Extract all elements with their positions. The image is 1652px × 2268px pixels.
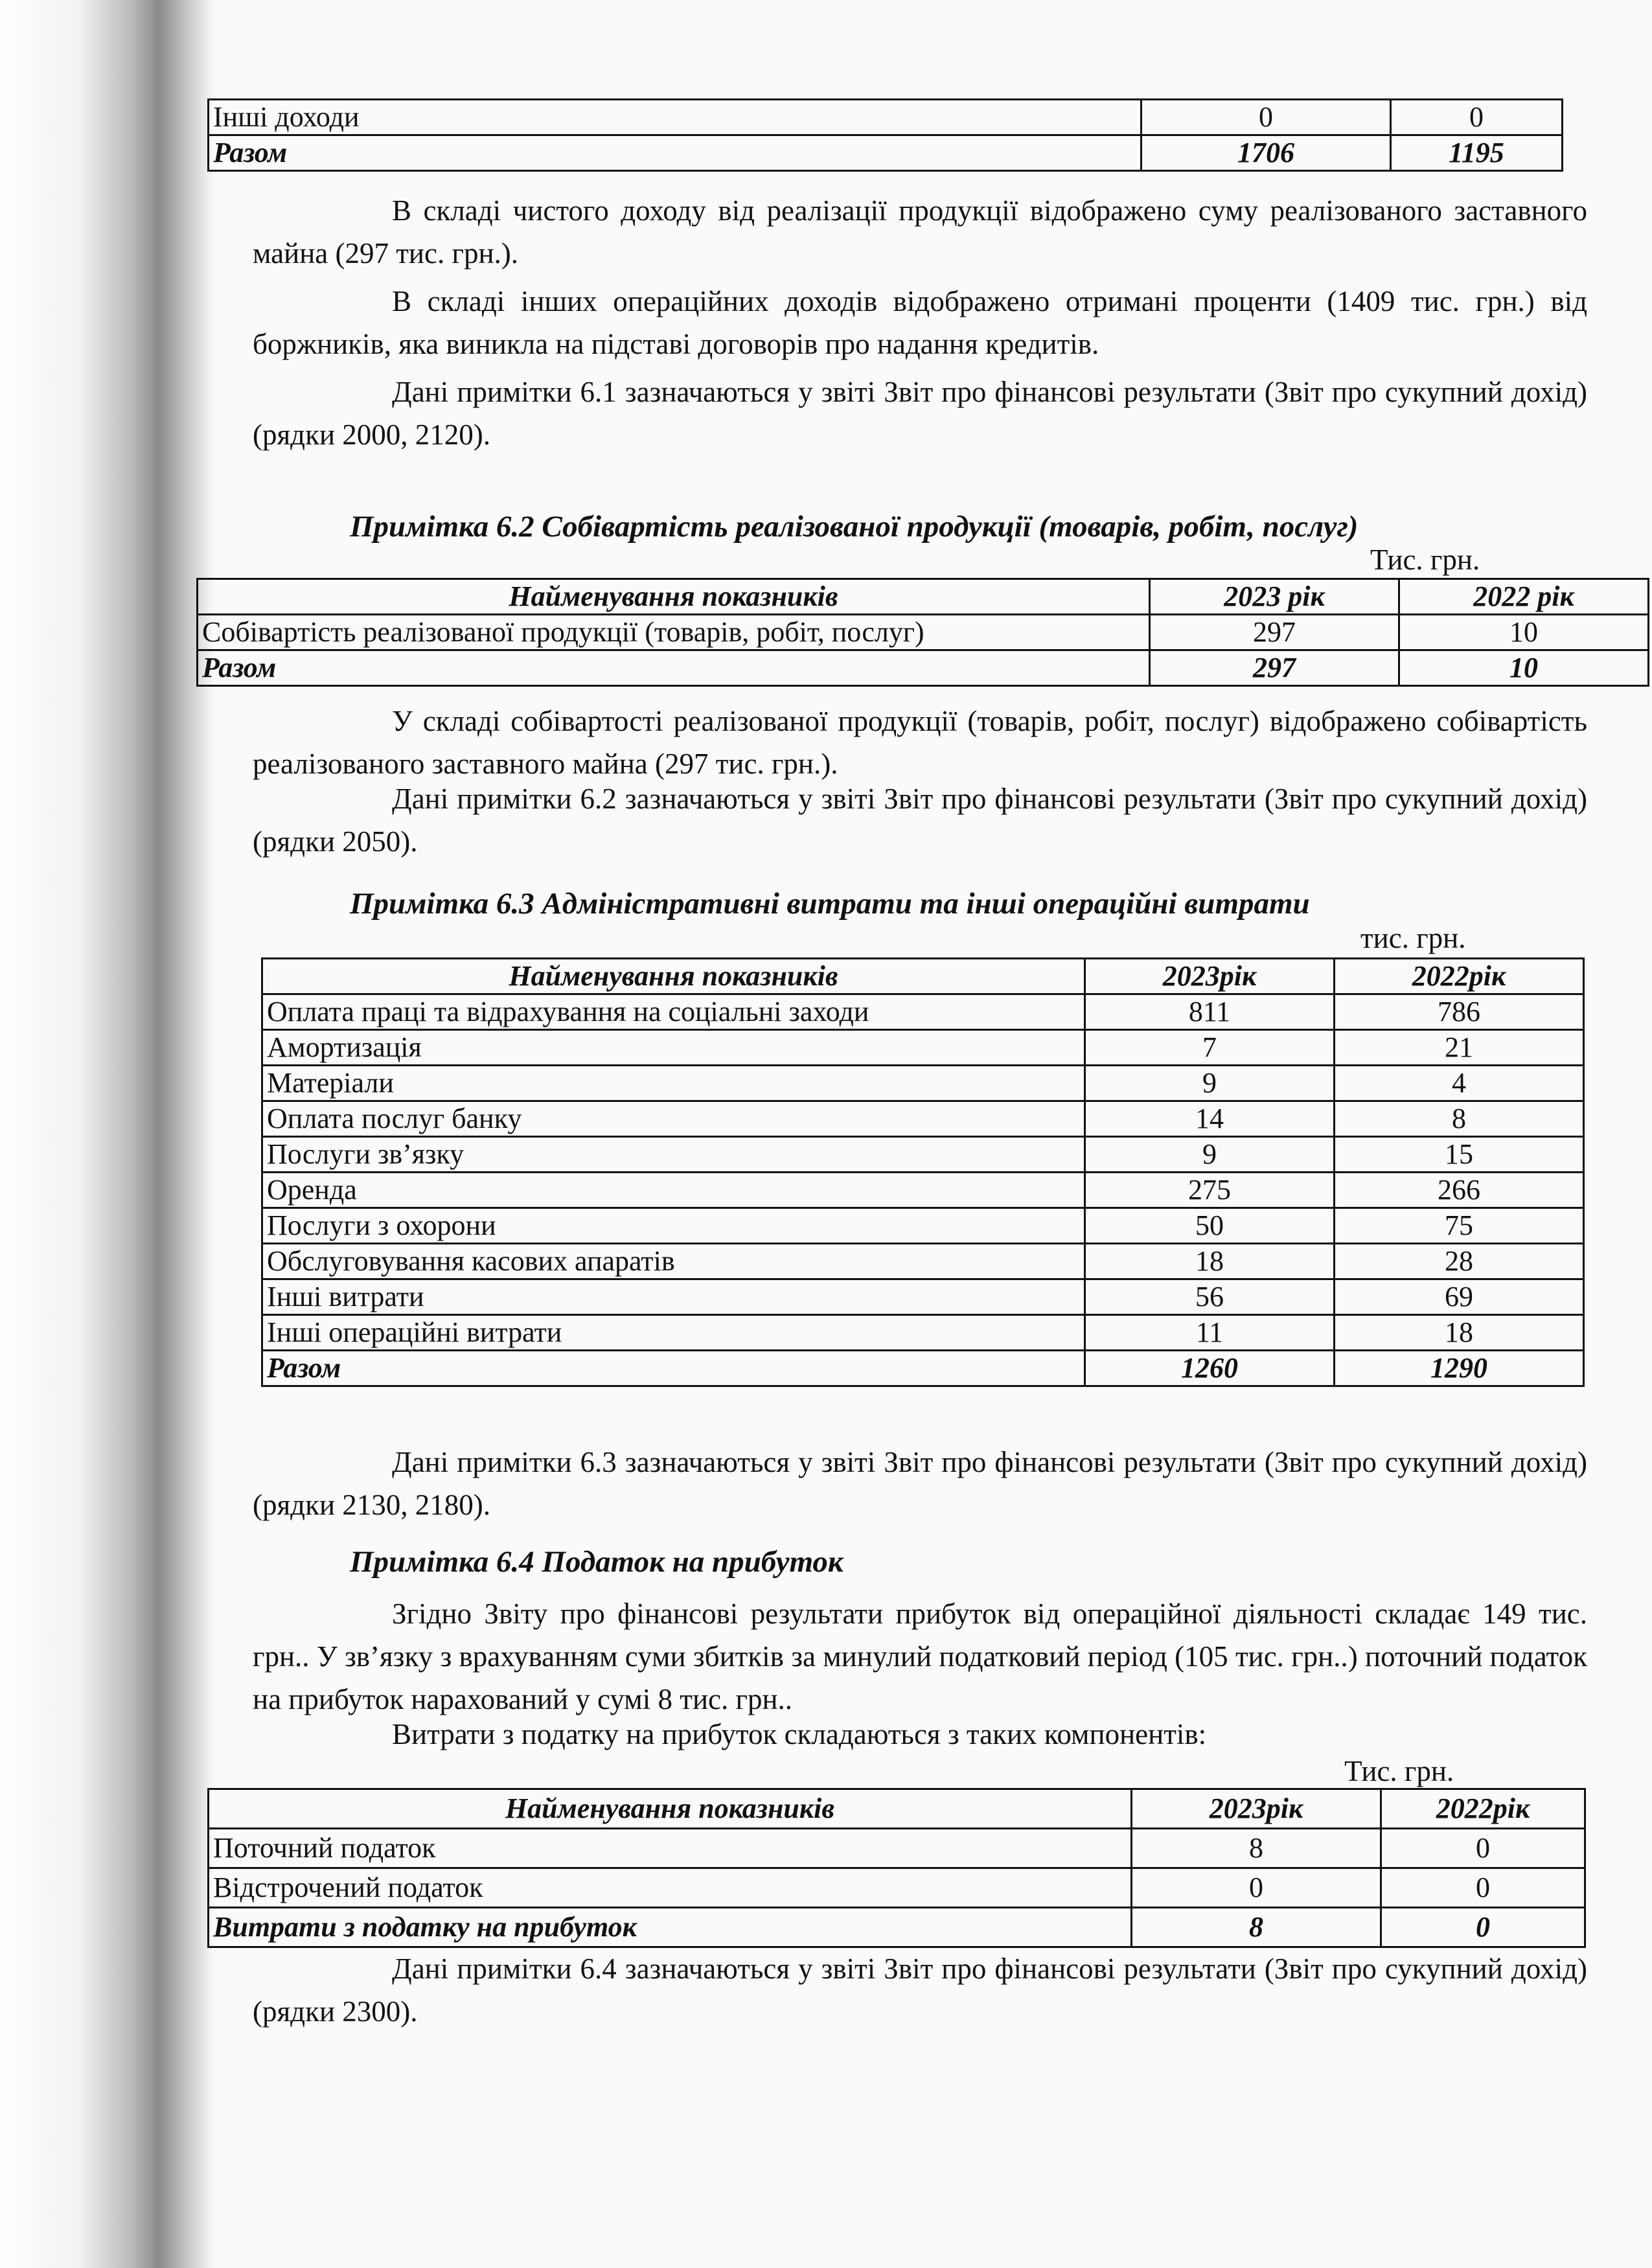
row-label: Разом — [198, 650, 1150, 686]
value-2022: 18 — [1335, 1315, 1584, 1351]
table-row — [262, 994, 1584, 1030]
table-row — [262, 1173, 1584, 1208]
value-2022: 69 — [1335, 1279, 1584, 1315]
table-header-row — [209, 1789, 1585, 1829]
row-label: Послуги зв’язку — [262, 1137, 1085, 1173]
column-header: Найменування показників — [262, 959, 1085, 994]
paragraph: В складі чистого доходу від реалізації продукції відображено суму реалізованого заставного майна (297 тис. грн.). — [253, 194, 1587, 269]
value-2023: 8 — [1132, 1829, 1381, 1868]
note-6-3-title: Примітка 6.3 Адміністративні витрати та інші операційні витрати — [350, 887, 1310, 921]
note-6-3-unit: тис. грн. — [1360, 922, 1466, 954]
value-2023: 297 — [1150, 615, 1399, 650]
column-header: 2023 рік — [1150, 579, 1399, 615]
row-label: Витрати з податку на прибуток — [209, 1908, 1132, 1947]
value-2022: 1195 — [1391, 135, 1563, 171]
value-2023: 18 — [1085, 1244, 1335, 1279]
row-label: Відстрочений податок — [209, 1868, 1132, 1908]
value-2022: 10 — [1399, 615, 1649, 650]
table-row — [262, 1244, 1584, 1279]
value-2023: 1706 — [1141, 135, 1391, 171]
value-2023: 9 — [1085, 1066, 1335, 1101]
column-header: 2022рік — [1335, 959, 1584, 994]
value-2022: 0 — [1381, 1829, 1585, 1868]
value-2022: 15 — [1335, 1137, 1584, 1173]
value-2023: 14 — [1085, 1101, 1335, 1137]
row-label: Амортизація — [262, 1030, 1085, 1066]
table-row — [262, 1315, 1584, 1351]
table-row — [209, 1829, 1585, 1868]
column-header: 2023рік — [1085, 959, 1335, 994]
row-label: Інші доходи — [209, 100, 1141, 135]
value-2022: 21 — [1335, 1030, 1584, 1066]
paragraph: Дані примітки 6.2 зазначаються у звіті Звіт про фінансові результати (Звіт про сукупний дохід) (рядки 2050). — [253, 783, 1587, 858]
value-2022: 1290 — [1335, 1351, 1584, 1386]
row-label: Собівартість реалізованої продукції (товарів, робіт, послуг) — [198, 615, 1150, 650]
value-2022: 0 — [1391, 100, 1563, 135]
table-note-6-1-tail — [207, 98, 1563, 172]
table-row — [198, 615, 1649, 650]
value-2022: 786 — [1335, 994, 1584, 1030]
value-2022: 75 — [1335, 1208, 1584, 1244]
row-label: Разом — [262, 1351, 1085, 1386]
value-2023: 9 — [1085, 1137, 1335, 1173]
paragraph: Витрати з податку на прибуток складаються з таких компонентів: — [392, 1718, 1207, 1750]
value-2023: 1260 — [1085, 1351, 1335, 1386]
row-label: Поточний податок — [209, 1829, 1132, 1868]
row-label: Інші витрати — [262, 1279, 1085, 1315]
note-6-4-unit: Тис. грн. — [1344, 1755, 1454, 1787]
value-2022: 8 — [1335, 1101, 1584, 1137]
value-2023: 7 — [1085, 1030, 1335, 1066]
value-2022: 266 — [1335, 1173, 1584, 1208]
column-header: 2023рік — [1132, 1789, 1381, 1829]
table-row — [262, 1066, 1584, 1101]
table-row — [262, 1279, 1584, 1315]
table-row-total — [198, 650, 1649, 686]
row-label: Послуги з охорони — [262, 1208, 1085, 1244]
value-2023: 0 — [1132, 1868, 1381, 1908]
table-row — [209, 100, 1563, 135]
table-row — [262, 1208, 1584, 1244]
paragraph: Дані примітки 6.4 зазначаються у звіті Звіт про фінансові результати (Звіт про сукупний дохід) (рядки 2300). — [253, 1953, 1587, 2028]
value-2022: 10 — [1399, 650, 1649, 686]
table-row-total — [209, 1908, 1585, 1947]
table-header-row — [198, 579, 1649, 615]
table-note-6-3 — [261, 957, 1585, 1387]
value-2023: 297 — [1150, 650, 1399, 686]
table-row-total — [209, 135, 1563, 171]
row-label: Оренда — [262, 1173, 1085, 1208]
value-2022: 28 — [1335, 1244, 1584, 1279]
table-note-6-4 — [207, 1788, 1586, 1948]
value-2023: 0 — [1141, 100, 1391, 135]
note-6-2-title: Примітка 6.2 Собівартість реалізованої продукції (товарів, робіт, послуг) — [350, 510, 1359, 544]
value-2023: 11 — [1085, 1315, 1335, 1351]
value-2022: 0 — [1381, 1868, 1585, 1908]
paragraph: Дані примітки 6.1 зазначаються у звіті Звіт про фінансові результати (Звіт про сукупний дохід) (рядки 2000, 2120). — [253, 376, 1587, 451]
value-2023: 8 — [1132, 1908, 1381, 1947]
value-2022: 4 — [1335, 1066, 1584, 1101]
paragraph: Дані примітки 6.3 зазначаються у звіті Звіт про фінансові результати (Звіт про сукупний дохід) (рядки 2130, 2180). — [253, 1446, 1587, 1521]
table-row — [262, 1101, 1584, 1137]
table-header-row — [262, 959, 1584, 994]
value-2023: 811 — [1085, 994, 1335, 1030]
column-header: Найменування показників — [209, 1789, 1132, 1829]
column-header: Найменування показників — [198, 579, 1150, 615]
row-label: Інші операційні витрати — [262, 1315, 1085, 1351]
column-header: 2022 рік — [1399, 579, 1649, 615]
note-6-2-unit: Тис. грн. — [1370, 544, 1480, 576]
table-row — [209, 1868, 1585, 1908]
value-2023: 56 — [1085, 1279, 1335, 1315]
note-6-4-title: Примітка 6.4 Податок на прибуток — [350, 1545, 843, 1579]
scan-binding-shadow — [0, 0, 214, 2268]
row-label: Оплата праці та відрахування на соціальні заходи — [262, 994, 1085, 1030]
value-2022: 0 — [1381, 1908, 1585, 1947]
paragraph: В складі інших операційних доходів відображено отримані проценти (1409 тис. грн.) від боржників, яка виникла на підставі договорів про надання кредитів. — [253, 285, 1587, 360]
row-label: Матеріали — [262, 1066, 1085, 1101]
row-label: Разом — [209, 135, 1141, 171]
value-2023: 275 — [1085, 1173, 1335, 1208]
table-row-total — [262, 1351, 1584, 1386]
column-header: 2022рік — [1381, 1789, 1585, 1829]
table-row — [262, 1030, 1584, 1066]
row-label: Обслуговування касових апаратів — [262, 1244, 1085, 1279]
row-label: Оплата послуг банку — [262, 1101, 1085, 1137]
table-note-6-2 — [196, 578, 1649, 687]
paragraph: У складі собівартості реалізованої продукції (товарів, робіт, послуг) відображено собівартість реалізованого заставного майна (297 тис. грн.). — [253, 705, 1587, 780]
value-2023: 50 — [1085, 1208, 1335, 1244]
table-row — [262, 1137, 1584, 1173]
paragraph: Згідно Звіту про фінансові результати прибуток від операційної діяльності складає 149 тис. грн.. У зв’язку з врахуванням суми збитків за минулий податковий період (105 тис. грн..) поточний податок на прибуток нарахований у сумі 8 тис. грн.. — [253, 1598, 1587, 1715]
